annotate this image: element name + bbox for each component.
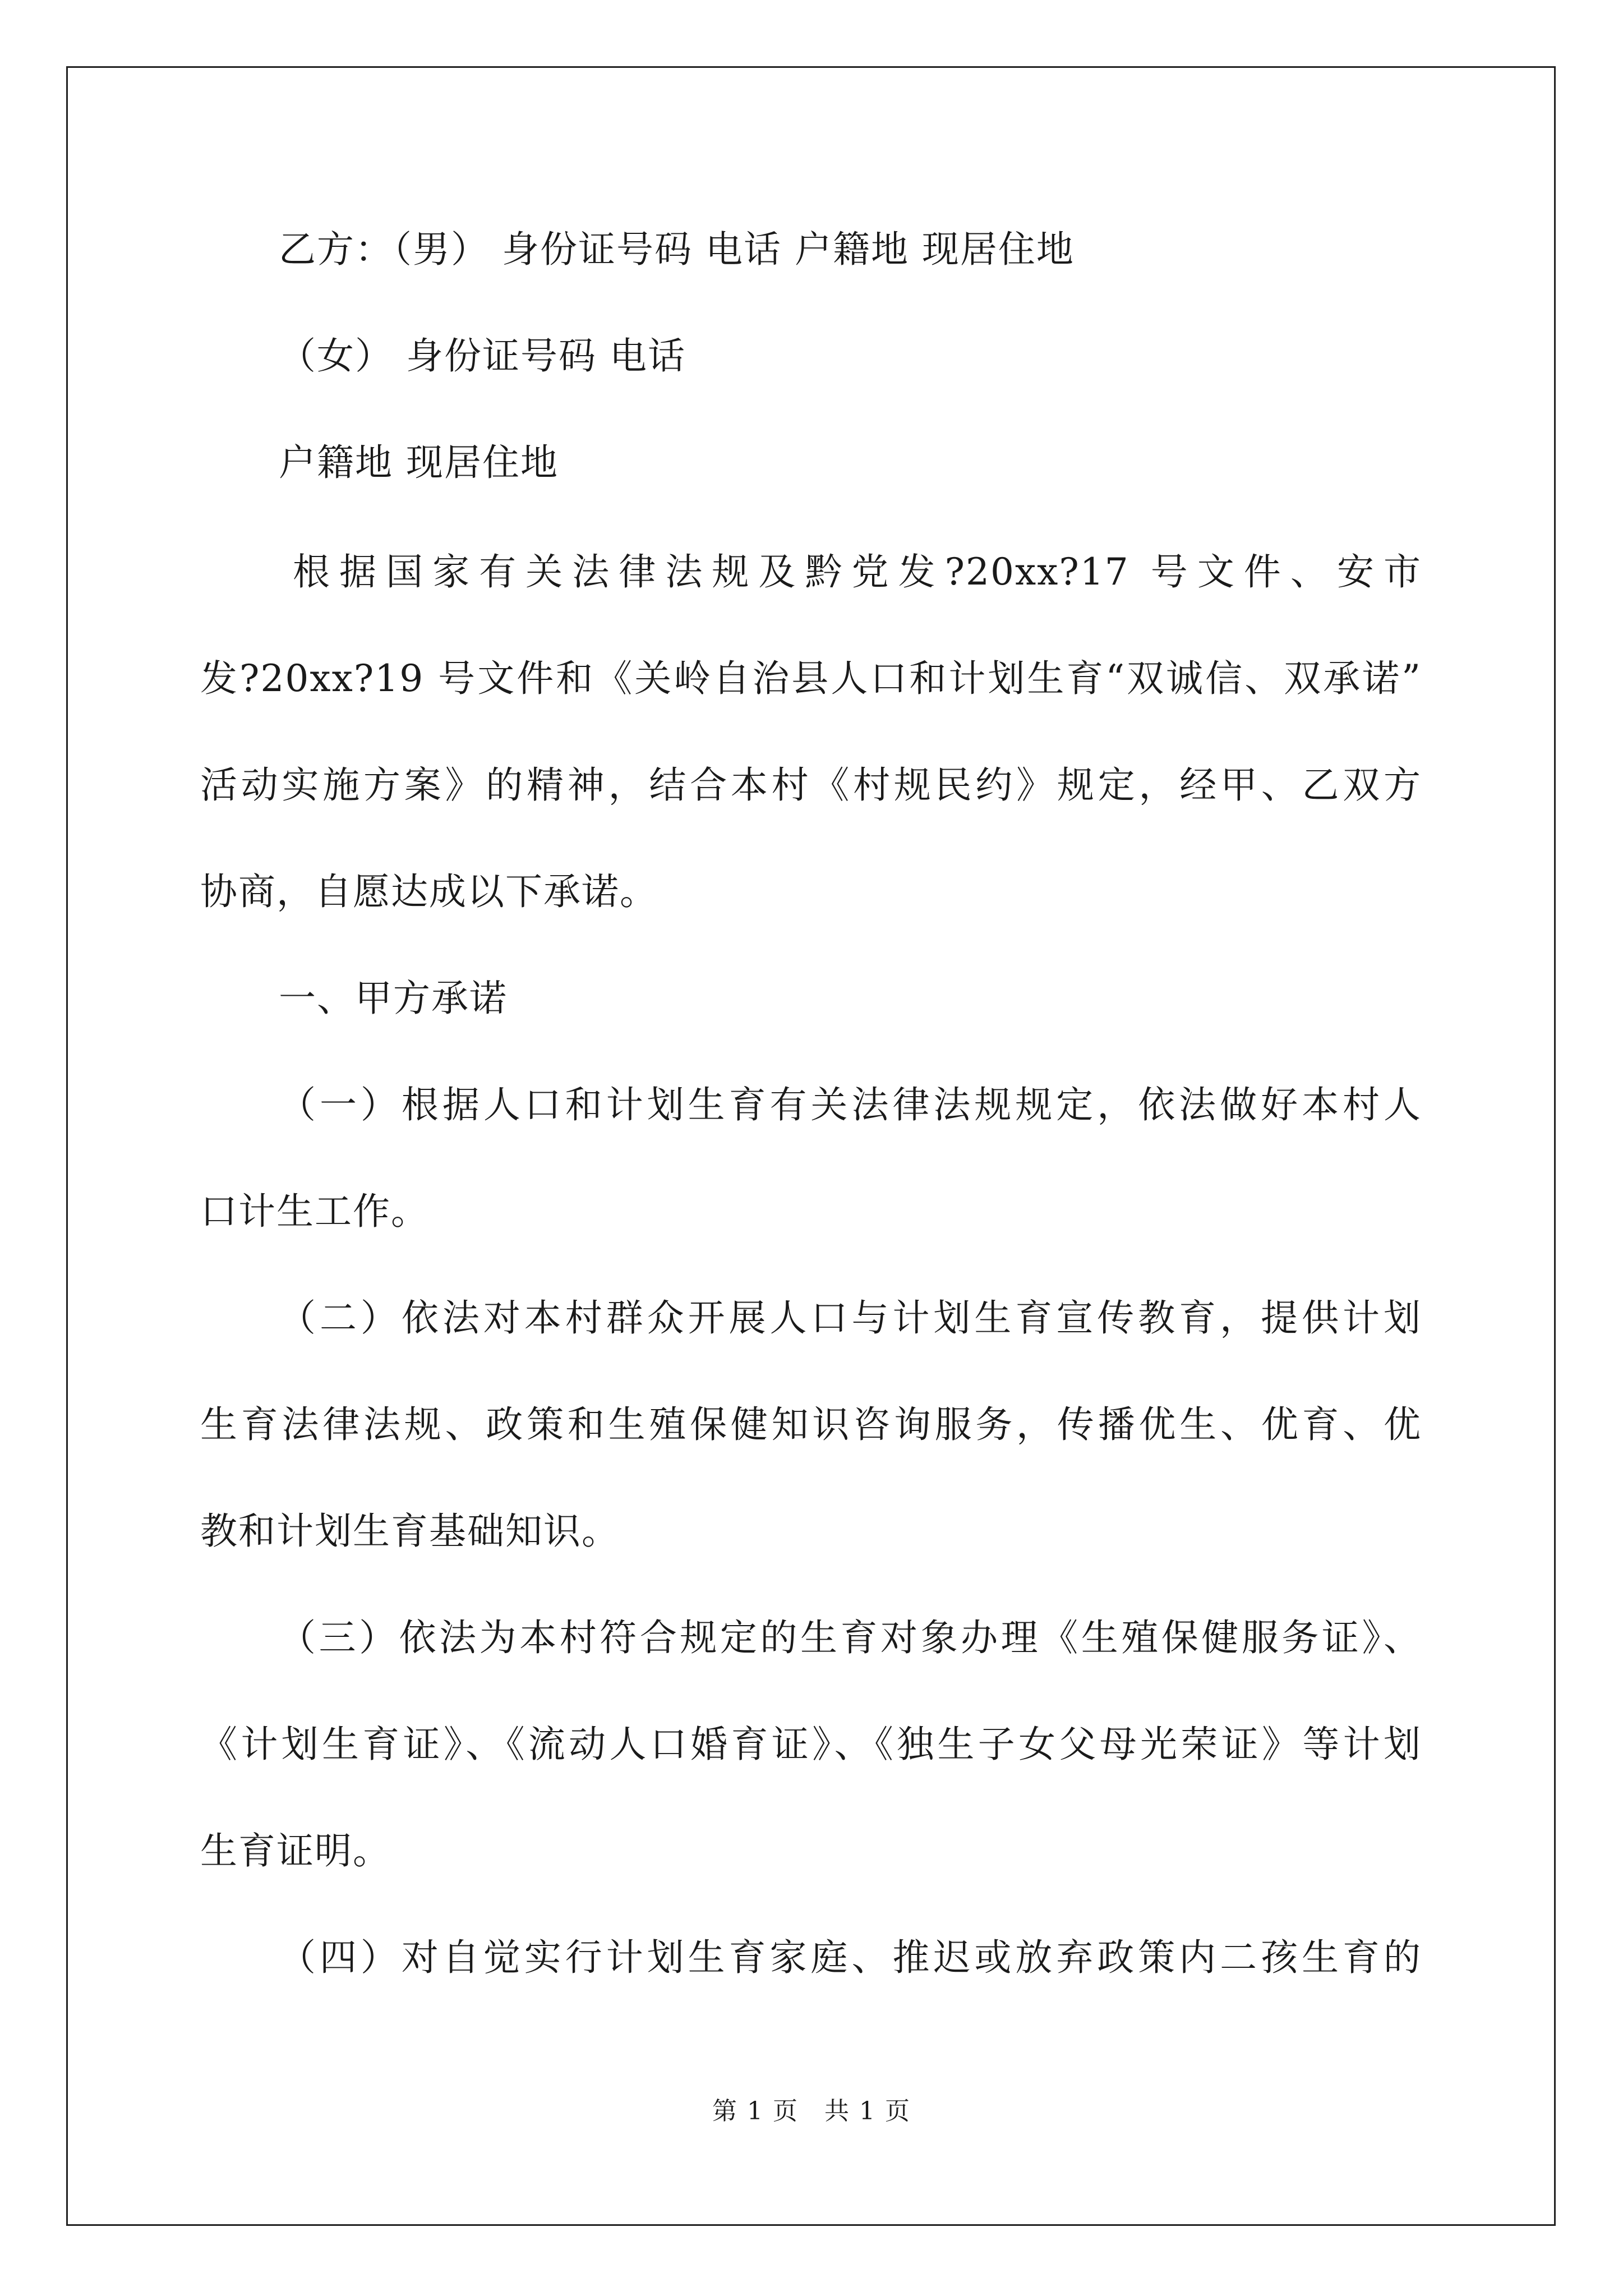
- page-number-footer: 第 1 页 共 1 页: [712, 2097, 911, 2125]
- preamble-line-1: 根据国家有关法律法规及黔党发?20xx?17 号文件、安市: [293, 550, 1422, 593]
- item-1-line-1: （一）根据人口和计划生育有关法律法规规定，依法做好本村人: [279, 1083, 1422, 1126]
- preamble-line-4: 协商，自愿达成以下承诺。: [200, 870, 658, 913]
- item-2-line-1: （二）依法对本村群众开展人口与计划生育宣传教育，提供计划: [279, 1296, 1422, 1340]
- item-2-line-2: 生育法律法规、政策和生殖保健知识咨询服务，传播优生、优育、优: [200, 1403, 1422, 1446]
- item-1-line-2: 口计生工作。: [200, 1190, 429, 1233]
- section-heading-party-a: 一、甲方承诺: [279, 977, 508, 1020]
- page-border: [66, 66, 1556, 2226]
- item-3-line-3: 生育证明。: [200, 1829, 391, 1872]
- party-b-female-line: （女） 身份证号码 电话: [279, 334, 686, 378]
- item-2-line-3: 教和计划生育基础知识。: [200, 1510, 620, 1553]
- item-3-line-1: （三）依法为本村符合规定的生育对象办理《生殖保健服务证》、: [279, 1616, 1422, 1659]
- party-b-residence-line: 户籍地 现居住地: [279, 441, 559, 484]
- item-4-line-1: （四）对自觉实行计划生育家庭、推迟或放弃政策内二孩生育的: [279, 1936, 1422, 1979]
- preamble-line-3: 活动实施方案》的精神，结合本村《村规民约》规定，经甲、乙双方: [200, 763, 1422, 807]
- preamble-line-2: 发?20xx?19 号文件和《关岭自治县人口和计划生育“双诚信、双承诺”: [200, 657, 1422, 700]
- party-b-male-line: 乙方：（男） 身份证号码 电话 户籍地 现居住地: [279, 228, 1075, 271]
- item-3-line-2: 《计划生育证》、《流动人口婚育证》、《独生子女父母光荣证》等计划: [200, 1723, 1422, 1766]
